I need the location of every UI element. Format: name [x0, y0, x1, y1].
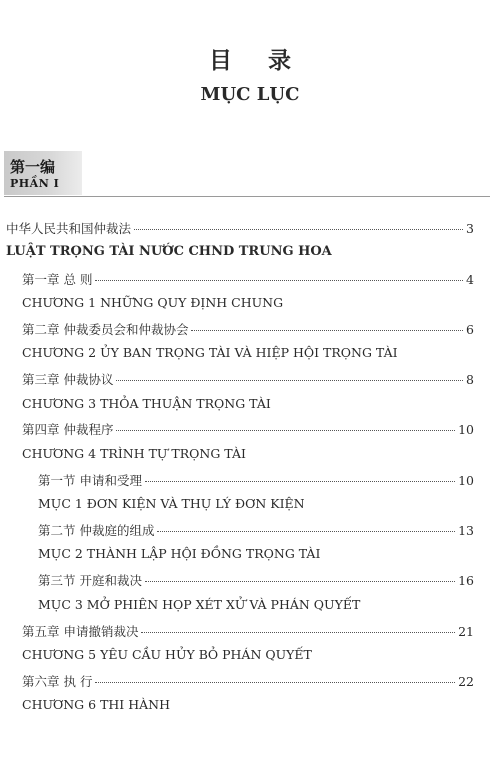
page-title-vietnamese: MỤC LỤC [200, 84, 300, 105]
toc-page-number: 3 [466, 221, 474, 236]
toc-entry-label: 第四章 仲裁程序 [22, 422, 114, 437]
toc-page-number: 10 [458, 422, 474, 437]
toc-entry-label: 第五章 申请撤销裁决 [22, 624, 139, 639]
toc-entry-chapter-3-cn[interactable] [22, 370, 474, 388]
dot-leader [145, 581, 455, 582]
toc-page-number: 6 [466, 322, 474, 337]
toc-entry-label: 第三节 开庭和裁决 [38, 573, 142, 588]
part-heading-vietnamese: PHẦN I [10, 177, 60, 190]
toc-entry-chapter-2-vn: CHƯƠNG 2 ỦY BAN TRỌNG TÀI VÀ HIỆP HỘI TRỌNG TÀI [22, 345, 398, 360]
toc-page-number: 13 [458, 523, 474, 538]
toc-page-number: 4 [466, 272, 474, 287]
toc-entry-chapter-1-cn[interactable] [22, 270, 474, 288]
toc-page-number: 10 [458, 473, 474, 488]
toc-page-number: 16 [458, 573, 474, 588]
toc-entry-chapter-4-vn: CHƯƠNG 4 TRÌNH TỰ TRỌNG TÀI [22, 446, 246, 461]
toc-entry-label: 第二节 仲裁庭的组成 [38, 523, 155, 538]
toc-page-number: 21 [458, 624, 474, 639]
toc-entry-section-1-cn[interactable] [38, 471, 474, 489]
toc-entry-chapter-2-cn[interactable] [22, 320, 474, 338]
toc-entry-chapter-3-vn: CHƯƠNG 3 THỎA THUẬN TRỌNG TÀI [22, 396, 271, 411]
toc-entry-law-vn: LUẬT TRỌNG TÀI NƯỚC CHND TRUNG HOA [6, 244, 332, 259]
part-heading-chinese: 第一编 [10, 158, 56, 176]
toc-entry-chapter-4-cn[interactable] [22, 420, 474, 438]
dot-leader [141, 632, 455, 633]
toc-entry-chapter-5-cn[interactable] [22, 622, 474, 640]
toc-page-number: 8 [466, 372, 474, 387]
dot-leader [95, 280, 463, 281]
toc-entry-label: 第一节 申请和受理 [38, 473, 142, 488]
toc-entry-label: 第六章 执 行 [22, 674, 93, 689]
dot-leader [134, 229, 463, 230]
toc-entry-label: 第三章 仲裁协议 [22, 372, 114, 387]
toc-page-number: 22 [458, 674, 474, 689]
dot-leader [95, 682, 455, 683]
dot-leader [116, 380, 463, 381]
dot-leader [191, 330, 463, 331]
toc-entry-chapter-1-vn: CHƯƠNG 1 NHỮNG QUY ĐỊNH CHUNG [22, 295, 284, 310]
toc-entry-label: 第二章 仲裁委员会和仲裁协会 [22, 322, 189, 337]
toc-entry-label: 第一章 总 则 [22, 272, 93, 287]
toc-entry-chapter-6-vn: CHƯƠNG 6 THI HÀNH [22, 697, 170, 712]
toc-entry-section-3-cn[interactable] [38, 571, 474, 589]
toc-entry-label: 中华人民共和国仲裁法 [6, 221, 132, 236]
toc-entry-law-cn[interactable] [6, 219, 474, 237]
toc-entry-section-2-cn[interactable] [38, 521, 474, 539]
dot-leader [157, 531, 455, 532]
toc-entry-chapter-5-vn: CHƯƠNG 5 YÊU CẦU HỦY BỎ PHÁN QUYẾT [22, 647, 312, 662]
dot-leader [145, 481, 455, 482]
toc-entry-section-3-vn: MỤC 3 MỞ PHIÊN HỌP XÉT XỬ VÀ PHÁN QUYẾT [38, 597, 361, 612]
toc-entry-section-1-vn: MỤC 1 ĐƠN KIỆN VÀ THỤ LÝ ĐƠN KIỆN [38, 496, 305, 511]
part-divider [4, 196, 490, 197]
page-title-chinese: 目 录 [208, 47, 305, 74]
dot-leader [116, 430, 455, 431]
toc-entry-chapter-6-cn[interactable] [22, 672, 474, 690]
toc-entry-section-2-vn: MỤC 2 THÀNH LẬP HỘI ĐỒNG TRỌNG TÀI [38, 546, 321, 561]
